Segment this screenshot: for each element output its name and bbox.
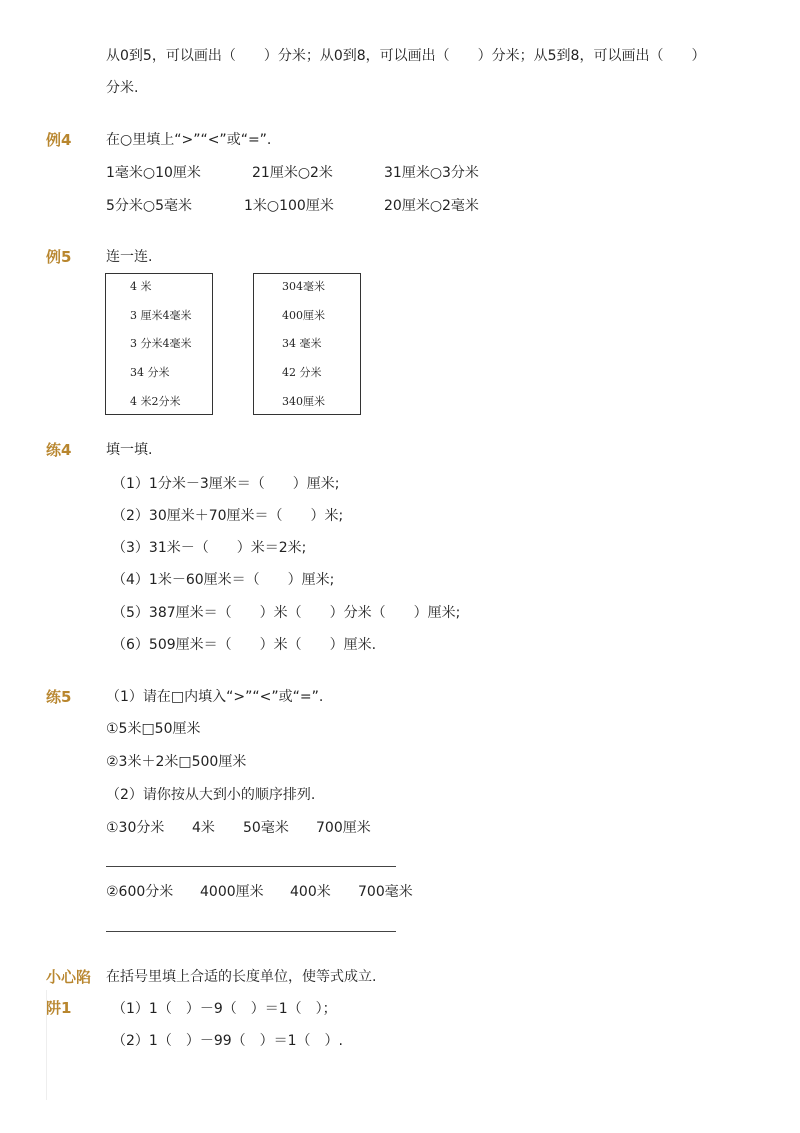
fill-item: （5）387厘米＝（ ）米（ ）分米（ ）厘米; [112,605,461,621]
matching-left-item[interactable]: 34 分米 [130,366,170,379]
order-item: 4米 [192,820,215,836]
order-item: 700毫米 [358,884,413,900]
example-5-prompt: 连一连. [106,249,153,265]
order-item: 4000厘米 [200,884,264,900]
trap-label-line2: 阱1 [46,999,72,1017]
practice-4-prompt: 填一填. [106,442,153,458]
matching-left-item[interactable]: 4 米2分米 [130,395,181,408]
fill-item: （6）509厘米＝（ ）米（ ）厘米. [112,637,377,653]
fill-item: （3）31米－（ ）米＝2米; [112,540,307,556]
margin-line [46,990,47,1100]
trap-prompt: 在括号里填上合适的长度单位，使等式成立. [106,969,377,985]
compare-item: ①5米□50厘米 [106,721,201,737]
practice-5-question-2: （2）请你按从大到小的顺序排列. [106,787,316,803]
order-item: ①30分米 [106,820,165,836]
compare-item: 31厘米○3分米 [384,165,479,181]
answer-line[interactable] [106,866,396,867]
compare-item: 21厘米○2米 [252,165,333,181]
practice-5-question-1: （1）请在□内填入“>”“<”或“=”. [106,689,324,705]
matching-left-box [105,273,213,415]
trap-item: （1）1（ ）－9（ ）＝1（ ）； [112,1001,337,1017]
matching-left-item[interactable]: 3 分米4毫米 [130,337,192,350]
fill-item: （4）1米－60厘米＝（ ）厘米; [112,572,335,588]
compare-item: 20厘米○2毫米 [384,198,479,214]
matching-right-item[interactable]: 400厘米 [282,309,325,322]
example-4-label: 例4 [46,131,72,149]
example-4-prompt: 在○里填上“>”“<”或“=”. [106,132,272,148]
matching-right-box [253,273,361,415]
matching-left-item[interactable]: 4 米 [130,280,152,293]
fill-item: （1）1分米－3厘米＝（ ）厘米; [112,476,340,492]
top-text-line2: 分米. [106,80,139,96]
top-text-line1: 从0到5，可以画出（ ）分米；从0到8，可以画出（ ）分米；从5到8，可以画出（ ） [106,48,706,64]
practice-4-label: 练4 [46,441,72,459]
trap-label-line1: 小心陷 [46,968,92,986]
matching-right-item[interactable]: 340厘米 [282,395,325,408]
practice-5-label: 练5 [46,688,72,706]
compare-item: 1毫米○10厘米 [106,165,201,181]
compare-item: 5分米○5毫米 [106,198,193,214]
order-item: 700厘米 [316,820,371,836]
matching-left-item[interactable]: 3 厘米4毫米 [130,309,192,322]
matching-right-item[interactable]: 304毫米 [282,280,325,293]
example-5-label: 例5 [46,248,72,266]
trap-item: （2）1（ ）－99（ ）＝1（ ）. [112,1033,343,1049]
fill-item: （2）30厘米＋70厘米＝（ ）米; [112,508,344,524]
order-item: ②600分米 [106,884,174,900]
matching-right-item[interactable]: 42 分米 [282,366,322,379]
answer-line[interactable] [106,931,396,932]
compare-item: 1米○100厘米 [244,198,334,214]
order-item: 50毫米 [243,820,289,836]
matching-right-item[interactable]: 34 毫米 [282,337,322,350]
compare-item: ②3米＋2米□500厘米 [106,754,247,770]
order-item: 400米 [290,884,331,900]
